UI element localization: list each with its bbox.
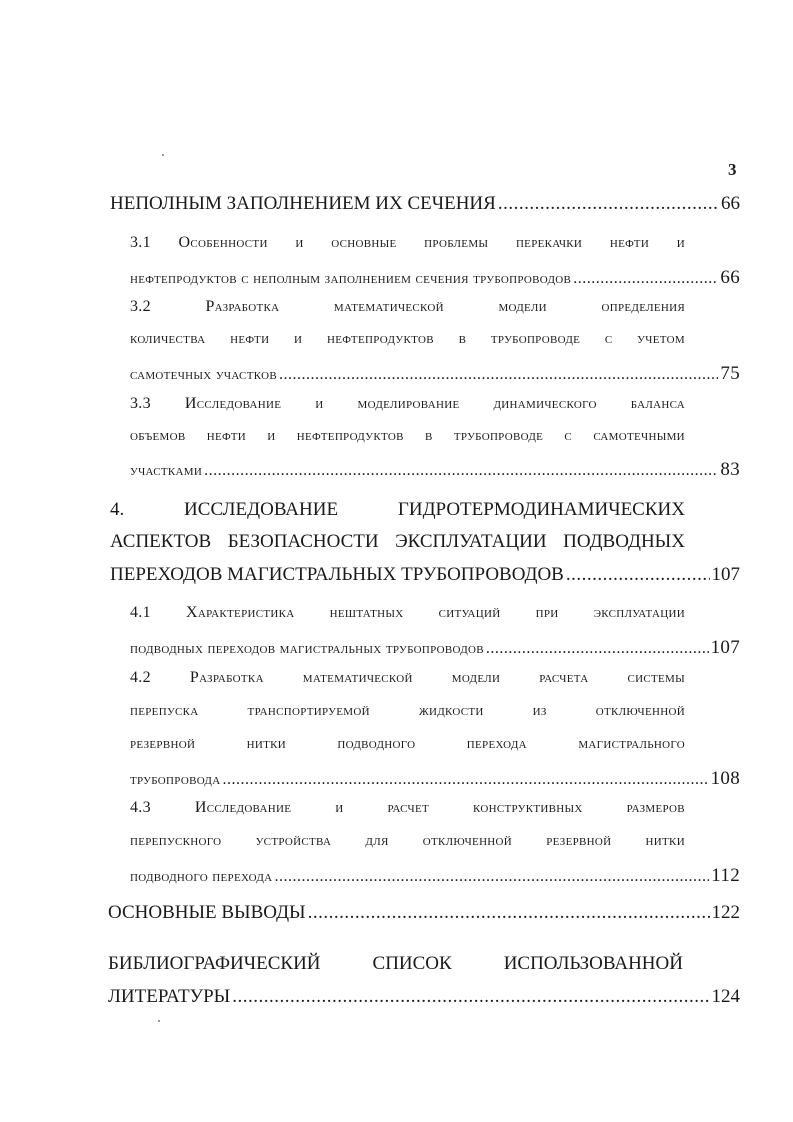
- toc-entry-text: НЕПОЛНЫМ ЗАПОЛНЕНИЕМ ИХ СЕЧЕНИЯ: [110, 193, 496, 214]
- toc-word: Особенности: [178, 234, 268, 251]
- toc-word: нефтепродуктов: [296, 427, 404, 444]
- toc-word: резервной: [546, 832, 612, 849]
- toc-word: нештатных: [329, 604, 404, 621]
- toc-word: 4.: [110, 499, 125, 520]
- toc-page-ref: 107: [710, 637, 740, 658]
- toc-entry-text: ЛИТЕРАТУРЫ: [108, 986, 231, 1007]
- toc-word: АСПЕКТОВ: [110, 531, 212, 552]
- toc-word: математической: [333, 298, 444, 315]
- toc-word: БИБЛИОГРАФИЧЕСКИЙ: [108, 953, 321, 974]
- toc-entry-3-1-line-2: [130, 268, 740, 287]
- toc-page-ref: 83: [720, 459, 740, 480]
- dot-leader: [222, 772, 708, 788]
- toc-word: СПИСОК: [372, 953, 452, 974]
- toc-entry-chapter-3-tail: [110, 194, 740, 213]
- toc-word: 3.2: [130, 298, 151, 315]
- toc-word: с: [604, 330, 613, 347]
- toc-entry-bibliography-line-1: [108, 954, 683, 973]
- toc-entry-text: участками: [130, 462, 203, 479]
- toc-word: нитки: [246, 735, 286, 752]
- toc-entry-4-2-line-4: [130, 769, 740, 788]
- toc-word: отключенной: [422, 832, 513, 849]
- toc-word: устройства: [255, 832, 332, 849]
- toc-word: баланса: [630, 395, 685, 412]
- toc-entry-4-1-line-2: [130, 638, 740, 657]
- toc-entry-3-3-line-1: [130, 396, 685, 412]
- toc-word: Исследование: [194, 799, 292, 816]
- toc-word: магистрального: [578, 735, 685, 752]
- toc-page-ref: 108: [710, 768, 740, 789]
- toc-entry-4-2-line-2: [130, 703, 685, 719]
- toc-word: ситуаций: [438, 604, 501, 621]
- page-number: 3: [728, 160, 737, 179]
- toc-entry-bibliography-line-2: [108, 987, 740, 1006]
- toc-page-ref: 124: [711, 986, 740, 1007]
- toc-word: и: [335, 799, 344, 816]
- toc-word: модели: [451, 669, 501, 686]
- toc-word: для: [365, 832, 389, 849]
- toc-chapter-4-line-3: [110, 565, 740, 584]
- toc-word: количества: [130, 330, 206, 347]
- toc-word: трубопроводе: [453, 427, 544, 444]
- toc-chapter-4-line-2: [110, 532, 685, 551]
- toc-entry-text: ПЕРЕХОДОВ МАГИСТРАЛЬНЫХ ТРУБОПРОВОДОВ: [110, 564, 564, 585]
- dot-leader: [279, 367, 718, 383]
- toc-word: нефти: [230, 330, 270, 347]
- dot-leader: [573, 271, 718, 287]
- toc-word: и: [294, 330, 303, 347]
- toc-word: учетом: [637, 330, 685, 347]
- toc-word: нефтепродуктов: [326, 330, 434, 347]
- toc-entry-3-2-line-1: [130, 299, 685, 315]
- scan-speck: [162, 154, 164, 156]
- toc-page-ref: 66: [720, 267, 740, 288]
- toc-word: перепускного: [130, 832, 222, 849]
- toc-word: проблемы: [424, 234, 489, 251]
- toc-entry-4-3-line-3: [130, 866, 740, 885]
- toc-word: БЕЗОПАСНОСТИ: [227, 531, 379, 552]
- toc-word: размеров: [626, 799, 685, 816]
- toc-word: ЭКСПЛУАТАЦИИ: [395, 531, 547, 552]
- dot-leader: [274, 869, 709, 885]
- dot-leader: [204, 463, 718, 479]
- toc-word: Характеристика: [186, 604, 295, 621]
- toc-word: динамического: [493, 395, 597, 412]
- toc-word: модели: [498, 298, 547, 315]
- toc-entry-text: самотечных участков: [130, 366, 277, 383]
- toc-word: и: [676, 234, 685, 251]
- dot-leader: [486, 641, 709, 657]
- toc-page-ref: 122: [711, 902, 740, 923]
- toc-page-ref: 75: [720, 363, 740, 384]
- toc-word: определения: [601, 298, 685, 315]
- toc-word: транспортируемой: [247, 702, 370, 719]
- toc-entry-3-3-line-3: [130, 460, 740, 479]
- toc-word: Исследование: [184, 395, 282, 412]
- toc-word: подводного: [337, 735, 416, 752]
- toc-word: конструктивных: [472, 799, 583, 816]
- toc-word: 4.2: [130, 669, 151, 686]
- toc-entry-3-2-line-3: [130, 364, 740, 383]
- toc-word: нефти: [609, 234, 650, 251]
- toc-word: из: [532, 702, 547, 719]
- toc-entry-3-1-line-1: [130, 235, 685, 251]
- toc-word: объемов: [130, 427, 186, 444]
- toc-word: перекачки: [515, 234, 583, 251]
- toc-entry-3-3-line-2: [130, 428, 685, 444]
- toc-word: расчета: [539, 669, 589, 686]
- toc-entry-text: подводного перехода: [130, 868, 273, 885]
- toc-word: расчет: [387, 799, 430, 816]
- toc-word: жидкости: [418, 702, 484, 719]
- toc-word: эксплуатации: [593, 604, 685, 621]
- dot-leader: [498, 194, 719, 213]
- toc-word: самотечными: [593, 427, 685, 444]
- toc-word: резервной: [130, 735, 196, 752]
- toc-word: в: [425, 427, 433, 444]
- toc-page-ref: 112: [711, 865, 740, 886]
- toc-entry-4-3-line-2: [130, 833, 685, 849]
- dot-leader: [232, 987, 709, 1006]
- toc-entry-text: подводных переходов магистральных трубопроводов: [130, 640, 484, 657]
- toc-word: ИССЛЕДОВАНИЕ: [184, 499, 339, 520]
- toc-word: Разработка: [189, 669, 264, 686]
- toc-word: 3.3: [130, 395, 151, 412]
- toc-word: 3.1: [130, 234, 151, 251]
- dot-leader: [308, 903, 710, 922]
- toc-word: 4.1: [130, 604, 151, 621]
- toc-entry-4-3-line-1: [130, 800, 685, 816]
- toc-word: перепуска: [130, 702, 199, 719]
- toc-word: ИСПОЛЬЗОВАННОЙ: [503, 953, 683, 974]
- toc-word: в: [458, 330, 467, 347]
- toc-entry-3-2-line-2: [130, 331, 685, 347]
- toc-entry-text: нефтепродуктов с неполным заполнением сечения трубопроводов: [130, 270, 572, 287]
- scan-speck: [158, 1020, 160, 1022]
- toc-word: ПОДВОДНЫХ: [563, 531, 685, 552]
- toc-entry-4-2-line-3: [130, 736, 685, 752]
- toc-word: нефти: [206, 427, 247, 444]
- dot-leader: [566, 565, 710, 584]
- toc-entry-4-2-line-1: [130, 670, 685, 686]
- toc-entry-text: трубопровода: [130, 771, 221, 788]
- toc-word: и: [267, 427, 276, 444]
- toc-page-ref: 66: [721, 193, 740, 214]
- toc-page-ref: 107: [711, 564, 740, 585]
- toc-word: ГИДРОТЕРМОДИНАМИЧЕСКИХ: [397, 499, 685, 520]
- toc-entry-conclusions: [108, 903, 740, 922]
- toc-word: перехода: [466, 735, 527, 752]
- toc-word: Разработка: [205, 298, 280, 315]
- toc-word: отключенной: [595, 702, 685, 719]
- toc-word: с: [564, 427, 573, 444]
- toc-word: и: [295, 234, 304, 251]
- toc-entry-4-1-line-1: [130, 605, 685, 621]
- toc-word: 4.3: [130, 799, 151, 816]
- toc-word: моделирование: [357, 395, 460, 412]
- toc-entry-text: ОСНОВНЫЕ ВЫВОДЫ: [108, 902, 306, 923]
- toc-chapter-4-line-1: [110, 500, 685, 519]
- toc-word: математической: [302, 669, 413, 686]
- toc-word: нитки: [645, 832, 685, 849]
- toc-word: системы: [627, 669, 685, 686]
- toc-word: и: [315, 395, 324, 412]
- toc-word: основные: [331, 234, 397, 251]
- toc-word: при: [535, 604, 559, 621]
- toc-word: трубопроводе: [490, 330, 581, 347]
